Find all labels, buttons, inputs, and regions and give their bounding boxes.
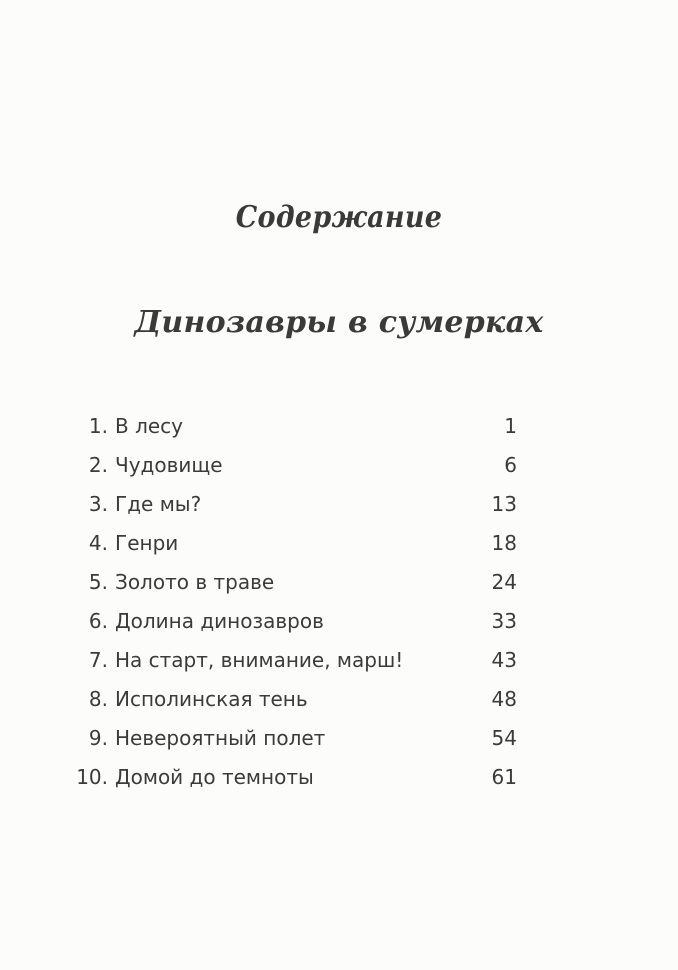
chapter-title: Золото в траве: [115, 570, 275, 594]
book-title: Динозавры в сумерках: [134, 305, 544, 340]
contents-heading: Содержание: [235, 200, 443, 235]
chapter-page: 61: [491, 765, 517, 789]
chapter-page: 24: [491, 570, 517, 594]
chapter-title: В лесу: [115, 414, 183, 438]
chapter-number: 4.: [88, 531, 108, 555]
toc-entry: [0, 414, 678, 448]
chapter-page: 33: [491, 609, 517, 633]
chapter-page: 43: [491, 648, 517, 672]
chapter-number: 7.: [88, 648, 108, 672]
chapter-number: 8.: [88, 687, 108, 711]
toc-entry: [0, 765, 678, 799]
toc-entry: [0, 648, 678, 682]
chapter-title: На старт, внимание, марш!: [115, 648, 404, 672]
toc-entry: [0, 570, 678, 604]
chapter-number: 9.: [88, 726, 108, 750]
chapter-number: 1.: [88, 414, 108, 438]
toc-entry: [0, 687, 678, 721]
chapter-number: 6.: [88, 609, 108, 633]
toc-entry: [0, 609, 678, 643]
toc-entry: [0, 531, 678, 565]
chapter-page: 6: [504, 453, 517, 477]
toc-entry: [0, 453, 678, 487]
chapter-title: Невероятный полет: [115, 726, 326, 750]
chapter-title: Чудовище: [115, 453, 223, 477]
chapter-page: 54: [491, 726, 517, 750]
toc-entry: [0, 726, 678, 760]
chapter-number: 3.: [88, 492, 108, 516]
chapter-page: 13: [491, 492, 517, 516]
chapter-title: Генри: [115, 531, 179, 555]
chapter-page: 1: [504, 414, 517, 438]
chapter-page: 18: [491, 531, 517, 555]
toc-entry: [0, 492, 678, 526]
chapter-title: Домой до темноты: [115, 765, 314, 789]
chapter-title: Исполинская тень: [115, 687, 308, 711]
chapter-title: Долина динозавров: [115, 609, 324, 633]
chapter-number: 5.: [88, 570, 108, 594]
chapter-page: 48: [491, 687, 517, 711]
chapter-number: 10.: [76, 765, 108, 789]
chapter-number: 2.: [88, 453, 108, 477]
chapter-title: Где мы?: [115, 492, 202, 516]
